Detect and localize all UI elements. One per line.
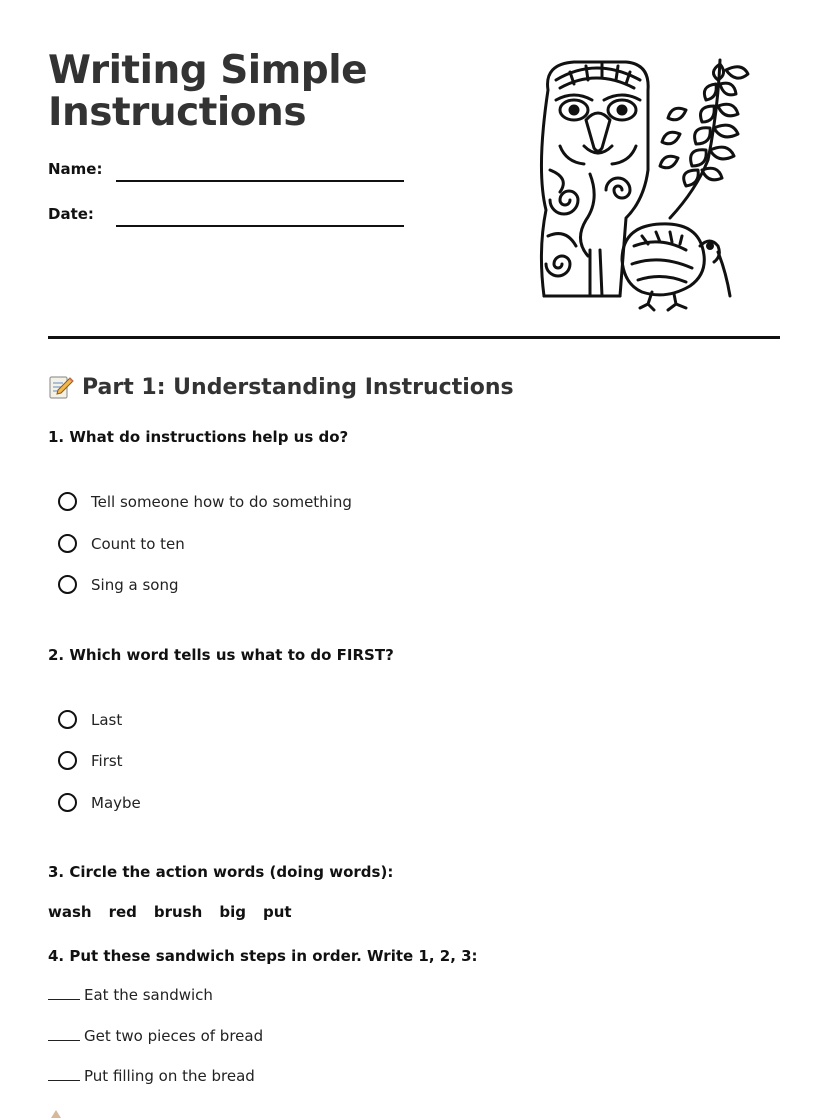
radio-button[interactable] <box>58 492 77 511</box>
page-title: Writing Simple Instructions <box>48 48 368 135</box>
option-label: Tell someone how to do something <box>91 492 352 511</box>
radio-button[interactable] <box>58 534 77 553</box>
word-item[interactable]: big <box>219 903 246 921</box>
q2-option-2[interactable] <box>58 751 123 770</box>
question-2: 2. Which word tells us what to do FIRST? <box>48 646 394 664</box>
sandwich-step-2 <box>48 1027 263 1045</box>
name-label: Name: <box>48 160 103 178</box>
word-item[interactable]: put <box>262 903 292 921</box>
question-3: 3. Circle the action words (doing words): <box>48 863 394 881</box>
q2-option-1[interactable] <box>58 710 122 729</box>
q2-option-3[interactable] <box>58 793 141 812</box>
option-label: Count to ten <box>91 534 185 553</box>
option-label: Sing a song <box>91 575 179 594</box>
part1-heading <box>48 374 514 400</box>
part1-heading-text: Part 1: Understanding Instructions <box>82 374 514 400</box>
tiki-kiwi-fern-illustration <box>530 50 770 312</box>
word-item[interactable]: wash <box>48 903 92 921</box>
option-label: Last <box>91 710 123 729</box>
step-label: Get two pieces of bread <box>84 1027 264 1045</box>
question-4: 4. Put these sandwich steps in order. Write 1, 2, 3: <box>48 947 478 965</box>
option-label: First <box>91 751 123 770</box>
q1-option-1[interactable] <box>58 492 352 511</box>
section-divider <box>48 336 780 339</box>
sandwich-step-3 <box>48 1067 255 1085</box>
question-1: 1. What do instructions help us do? <box>48 428 349 446</box>
step-label: Put filling on the bread <box>84 1067 255 1085</box>
date-field[interactable] <box>116 225 404 227</box>
date-label: Date: <box>48 205 94 223</box>
radio-button[interactable] <box>58 575 77 594</box>
option-label: Maybe <box>91 793 141 812</box>
sandwich-step-1 <box>48 986 213 1004</box>
order-blank[interactable] <box>48 1028 80 1041</box>
q1-option-3[interactable] <box>58 575 178 594</box>
q1-option-2[interactable] <box>58 534 185 553</box>
memo-pencil-icon <box>48 374 74 400</box>
next-section-icon <box>48 1108 64 1120</box>
action-word-list <box>48 903 292 921</box>
radio-button[interactable] <box>58 710 77 729</box>
word-item[interactable]: red <box>108 903 137 921</box>
order-blank[interactable] <box>48 1068 80 1081</box>
order-blank[interactable] <box>48 987 80 1000</box>
word-item[interactable]: brush <box>153 903 203 921</box>
name-field[interactable] <box>116 180 404 182</box>
step-label: Eat the sandwich <box>84 986 213 1004</box>
radio-button[interactable] <box>58 793 77 812</box>
radio-button[interactable] <box>58 751 77 770</box>
